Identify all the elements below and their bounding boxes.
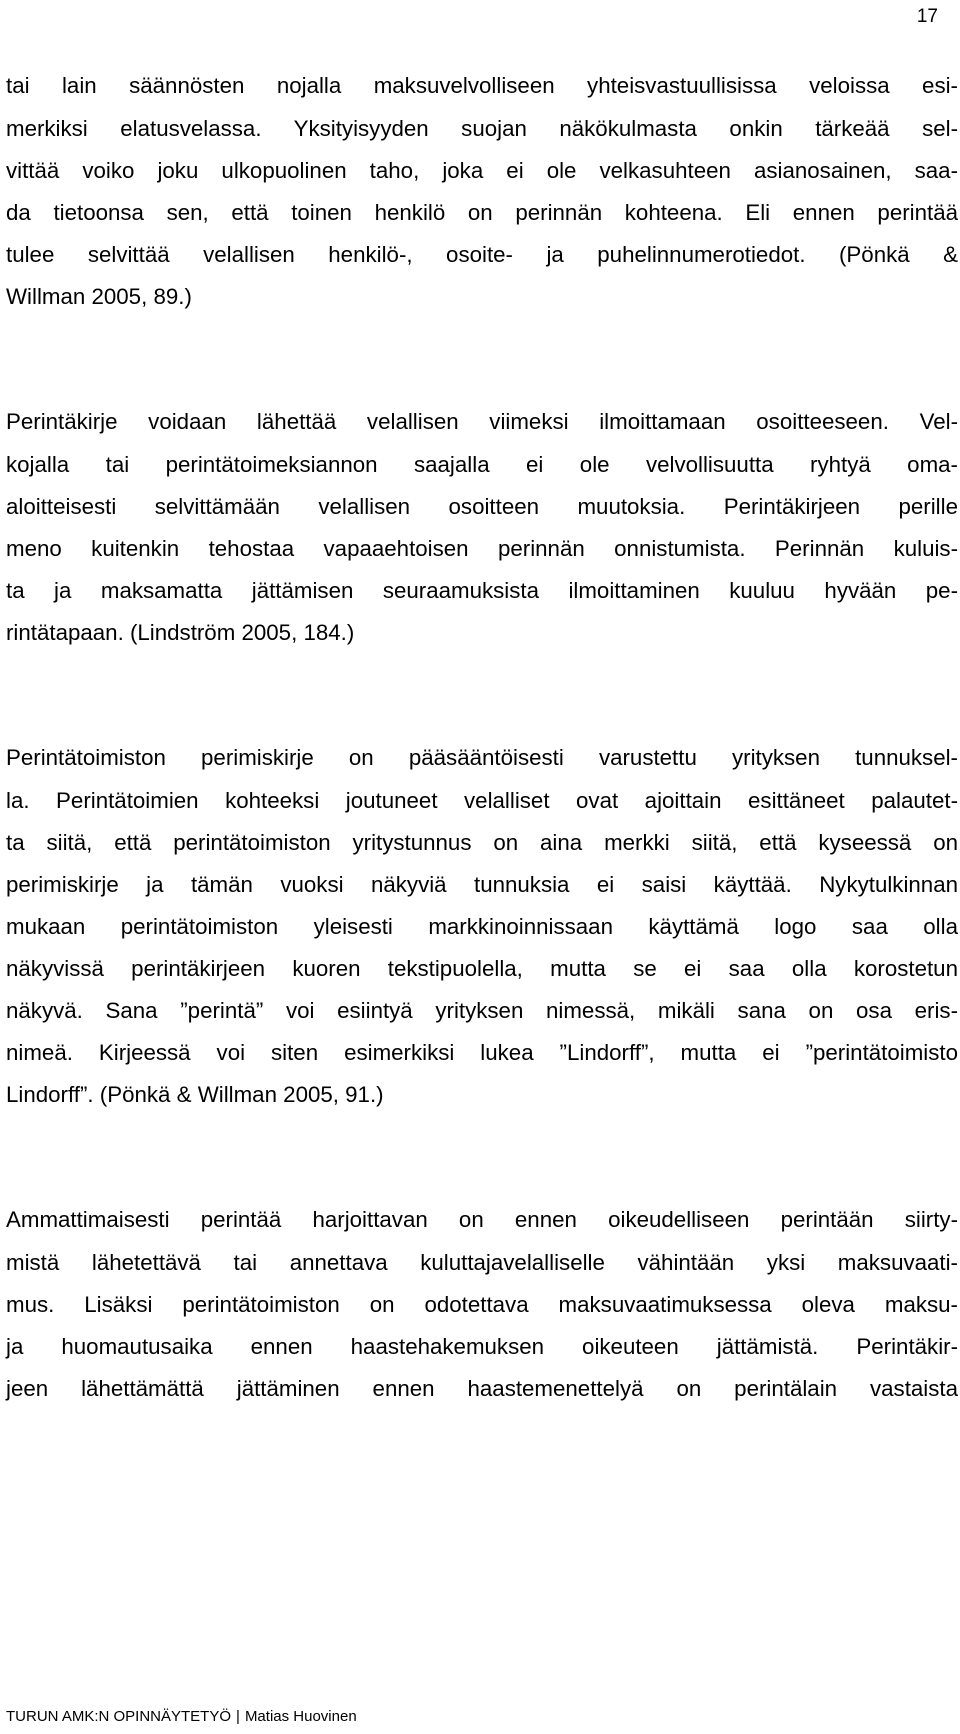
text-line: Ammattimaisesti perintää harjoittavan on ennen oikeudelliseen perintään siirty-: [6, 1207, 958, 1232]
text-line: nimeä. Kirjeessä voi siten esimerkiksi lukea ”Lindorff”, mutta ei ”perintätoimisto: [6, 1040, 958, 1065]
text-line: perimiskirje ja tämän vuoksi näkyviä tunnuksia ei saisi käyttää. Nykytulkinnan: [6, 872, 958, 897]
text-line: näkyvissä perintäkirjeen kuoren tekstipuolella, mutta se ei saa olla korostetun: [6, 956, 958, 981]
text-line: mus. Lisäksi perintätoimiston on odotettava maksuvaatimuksessa oleva maksu-: [6, 1292, 958, 1317]
text-line: jeen lähettämättä jättäminen ennen haastemenettelyä on perintälain vastaista: [6, 1376, 958, 1401]
text-line: Willman 2005, 89.): [6, 284, 192, 309]
text-line: rintätapaan. (Lindström 2005, 184.): [6, 620, 355, 645]
text-line: Perintätoimiston perimiskirje on pääsääntöisesti varustettu yrityksen tunnuksel-: [6, 745, 958, 770]
text-line: ta ja maksamatta jättämisen seuraamuksista ilmoittaminen kuuluu hyvään pe-: [6, 578, 958, 603]
page-footer: [6, 1707, 357, 1727]
text-line: tulee selvittää velallisen henkilö-, osoite- ja puhelinnumerotiedot. (Pönkä &: [6, 242, 958, 267]
text-line: mistä lähetettävä tai annettava kuluttajavelalliselle vähintään yksi maksuvaati-: [6, 1250, 958, 1275]
text-line: da tietoonsa sen, että toinen henkilö on perinnän kohteena. Eli ennen perintää: [6, 200, 958, 225]
text-line: näkyvä. Sana ”perintä” voi esiintyä yrityksen nimessä, mikäli sana on osa eris-: [6, 998, 958, 1023]
footer-separator: |: [236, 1708, 240, 1725]
text-line: kojalla tai perintätoimeksiannon saajalla ei ole velvollisuutta ryhtyä oma-: [6, 452, 958, 477]
footer-institution: TURUN AMK:N OPINNÄYTETYÖ: [6, 1708, 232, 1725]
text-line: la. Perintätoimien kohteeksi joutuneet velalliset ovat ajoittain esittäneet palautet-: [6, 788, 958, 813]
text-line: merkiksi elatusvelassa. Yksityisyyden suojan näkökulmasta onkin tärkeää sel-: [6, 116, 958, 141]
page-number: 17: [916, 6, 938, 27]
text-line: ja huomautusaika ennen haastehakemuksen oikeuteen jättämistä. Perintäkir-: [6, 1334, 958, 1359]
text-line: Lindorff”. (Pönkä & Willman 2005, 91.): [6, 1082, 384, 1107]
text-line: ta siitä, että perintätoimiston yritystunnus on aina merkki siitä, että kyseessä on: [6, 830, 958, 855]
text-line: mukaan perintätoimiston yleisesti markkinoinnissaan käyttämä logo saa olla: [6, 914, 958, 939]
text-line: meno kuitenkin tehostaa vapaaehtoisen perinnän onnistumista. Perinnän kuluis-: [6, 536, 958, 561]
text-line: Perintäkirje voidaan lähettää velallisen viimeksi ilmoittamaan osoitteeseen. Vel-: [6, 409, 958, 434]
text-line: tai lain säännösten nojalla maksuvelvolliseen yhteisvastuullisissa veloissa esi-: [6, 73, 958, 98]
text-line: aloitteisesti selvittämään velallisen osoitteen muutoksia. Perintäkirjeen perille: [6, 494, 958, 519]
footer-author: Matias Huovinen: [244, 1708, 357, 1725]
text-line: vittää voiko joku ulkopuolinen taho, joka ei ole velkasuhteen asianosainen, saa-: [6, 158, 958, 183]
